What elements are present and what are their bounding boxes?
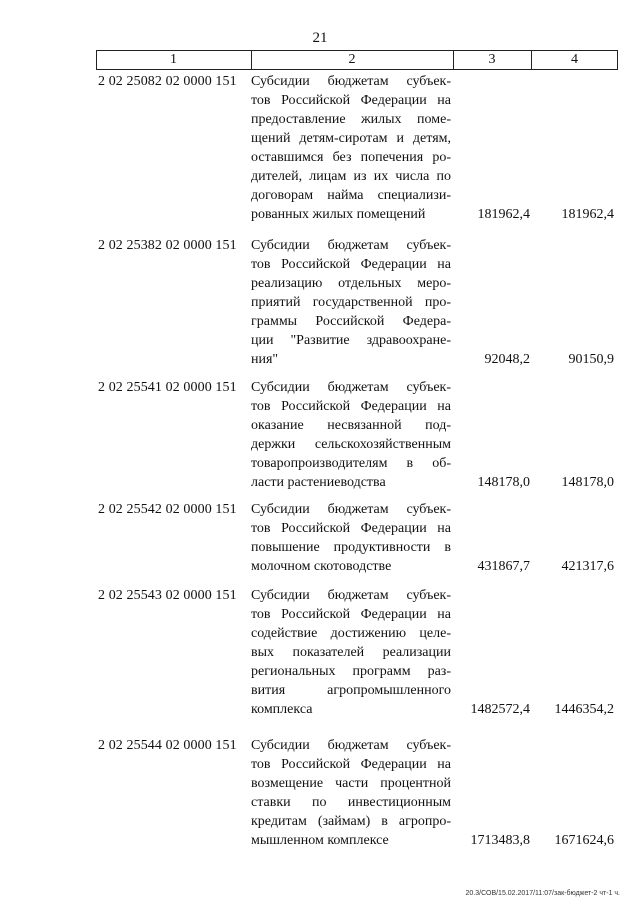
amount-col3: 148178,0: [477, 475, 530, 490]
description-line: содействие достижению целе-: [251, 626, 451, 641]
description-line: договорам найма специализи-: [251, 188, 451, 203]
description-line: вых показателей реализации: [251, 645, 451, 660]
description-line: повышение продуктивности в: [251, 540, 451, 555]
description-line: тов Российской Федерации на: [251, 607, 451, 622]
table-row: [96, 500, 618, 576]
amount-col4: 421317,6: [561, 559, 614, 574]
description-line: граммы Российской Федера-: [251, 314, 451, 329]
row-description: [251, 236, 451, 369]
description-line: кредитам (займам) в агропро-: [251, 814, 451, 829]
column-header-1: 1: [170, 52, 177, 67]
description-line: мышленном комплексе: [251, 833, 389, 848]
row-description: [251, 736, 451, 850]
description-line: ставки по инвестиционным: [251, 795, 451, 810]
table-header: [96, 50, 618, 70]
description-line: тов Российской Федерации на: [251, 93, 451, 108]
description-line: предоставление жилых поме-: [251, 112, 451, 127]
description-line: дителей, лицам из их числа по: [251, 169, 451, 184]
description-line: щений детям-сиротам и детям,: [251, 131, 451, 146]
description-line: тов Российской Федерации на: [251, 521, 451, 536]
row-code: 2 02 25542 02 0000 151: [98, 502, 237, 517]
description-line: Субсидии бюджетам субъек-: [251, 588, 451, 603]
row-code: 2 02 25382 02 0000 151: [98, 238, 237, 253]
description-line: оставшимся без попечения ро-: [251, 150, 451, 165]
description-line: ласти растениеводства: [251, 475, 386, 490]
table-row: [96, 378, 618, 492]
description-line: товаропроизводителям в об-: [251, 456, 451, 471]
description-line: ния": [251, 352, 279, 367]
row-description: [251, 586, 451, 719]
description-line: тов Российской Федерации на: [251, 257, 451, 272]
column-header-3: 3: [488, 52, 496, 67]
row-description: [251, 72, 451, 224]
page-number: 21: [312, 30, 328, 46]
column-header-2: 2: [348, 52, 356, 67]
description-line: оказание несвязанной под-: [251, 418, 451, 433]
row-code: 2 02 25543 02 0000 151: [98, 588, 237, 603]
description-line: возмещение части процентной: [251, 776, 451, 791]
row-description: [251, 378, 451, 492]
table-row: [96, 72, 618, 224]
description-line: рованных жилых помещений: [251, 207, 426, 222]
footer-reference: 20.3/СОВ/15.02.2017/11:07/зак-бюджет-2 чт-1 ч.: [465, 890, 620, 897]
description-line: молочном скотоводстве: [251, 559, 392, 574]
description-line: держки сельскохозяйственным: [251, 437, 451, 452]
amount-col4: 1446354,2: [554, 702, 614, 717]
description-line: приятий государственной про-: [251, 295, 451, 310]
amount-col4: 90150,9: [568, 352, 614, 367]
column-header-4: 4: [571, 52, 578, 67]
description-line: реализацию отдельных меро-: [251, 276, 451, 291]
description-line: вития агропромышленного: [251, 683, 451, 698]
amount-col3: 1482572,4: [470, 702, 530, 717]
row-code: 2 02 25082 02 0000 151: [98, 74, 237, 89]
amount-col4: 148178,0: [561, 475, 614, 490]
amount-col3: 431867,7: [477, 559, 530, 574]
description-line: Субсидии бюджетам субъек-: [251, 74, 451, 89]
description-line: тов Российской Федерации на: [251, 399, 451, 414]
description-line: Субсидии бюджетам субъек-: [251, 502, 451, 517]
amount-col3: 1713483,8: [470, 833, 530, 848]
description-line: ции "Развитие здравоохране-: [251, 333, 451, 348]
description-line: Субсидии бюджетам субъек-: [251, 738, 451, 753]
description-line: Субсидии бюджетам субъек-: [251, 238, 451, 253]
amount-col3: 92048,2: [484, 352, 530, 367]
description-line: тов Российской Федерации на: [251, 757, 451, 772]
table-row: [96, 736, 618, 850]
amount-col4: 181962,4: [561, 207, 614, 222]
amount-col4: 1671624,6: [554, 833, 614, 848]
amount-col3: 181962,4: [477, 207, 530, 222]
row-description: [251, 500, 451, 576]
description-line: региональных программ раз-: [251, 664, 451, 679]
row-code: 2 02 25541 02 0000 151: [98, 380, 237, 395]
row-code: 2 02 25544 02 0000 151: [98, 738, 237, 753]
description-line: комплекса: [251, 702, 313, 717]
table-row: [96, 236, 618, 369]
description-line: Субсидии бюджетам субъек-: [251, 380, 451, 395]
table-row: [96, 586, 618, 719]
